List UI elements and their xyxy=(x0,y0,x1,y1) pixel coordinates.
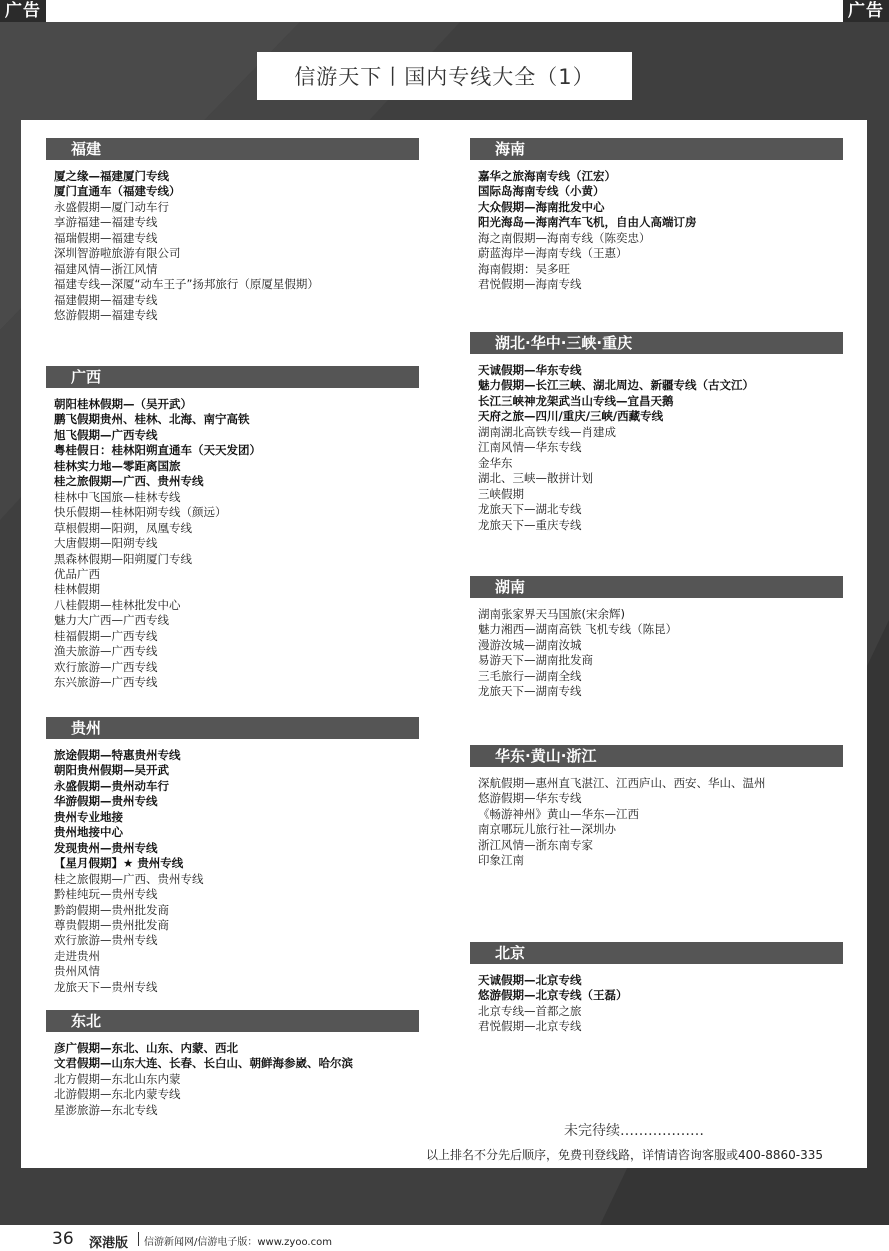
agency-item: 黔韵假期—贵州批发商 xyxy=(54,902,169,917)
agency-list xyxy=(54,748,419,995)
ad-label-right: 广告 xyxy=(843,0,889,22)
agency-item: 悠游假期—华东专线 xyxy=(478,791,582,806)
agency-item: 福瑞假期—福建专线 xyxy=(54,230,158,245)
agency-item: 朝阳桂林假期—（吴开武） xyxy=(54,397,192,411)
agency-item: 厦之缘—福建厦门专线 xyxy=(54,169,169,183)
agency-item: 旅途假期—特惠贵州专线 xyxy=(54,748,181,762)
agency-item: 福建专线—深厦“动车王子”扬邦旅行（原厦星假期） xyxy=(54,277,319,292)
agency-item: 尊贵假期—贵州批发商 xyxy=(54,917,169,932)
agency-item: 三毛旅行—湖南全线 xyxy=(478,668,582,683)
agency-item: 嘉华之旅海南专线（江宏） xyxy=(478,169,616,183)
agency-list xyxy=(54,1041,419,1118)
section-header: 贵州 xyxy=(46,717,419,739)
agency-item: 南京哪玩儿旅行社—深圳办 xyxy=(478,822,616,837)
agency-item: 黑森林假期—阳朔厦门专线 xyxy=(54,551,192,566)
agency-item: 彦广假期—东北、山东、内蒙、西北 xyxy=(54,1041,238,1055)
agency-list xyxy=(478,169,843,293)
top-white-strip xyxy=(0,0,889,22)
agency-item: 国际岛海南专线（小黄） xyxy=(478,184,605,199)
agency-item: 天府之旅—四川/重庆/三峡/西藏专线 xyxy=(478,409,664,424)
agency-item: 粤桂假日：桂林阳朔直通车（天天发团） xyxy=(54,443,261,458)
section-header: 北京 xyxy=(470,942,843,964)
section-guizhou xyxy=(46,717,419,995)
agency-item: 永盛假期—贵州动车行 xyxy=(54,778,169,793)
edition-label: 深港版 xyxy=(89,1236,129,1251)
agency-item: 享游福建—福建专线 xyxy=(54,215,158,230)
agency-item: 君悦假期—北京专线 xyxy=(478,1019,582,1034)
agency-list xyxy=(478,776,843,869)
section-header: 海南 xyxy=(470,138,843,160)
agency-item: 海南假期：吴多旺 xyxy=(478,261,570,276)
agency-item: 易游天下—湖南批发商 xyxy=(478,653,593,668)
agency-item: 《畅游神州》黄山—华东—江西 xyxy=(478,806,639,821)
page-number: 36 xyxy=(52,1229,74,1249)
agency-item: 朝阳贵州假期—吴开武 xyxy=(54,763,169,778)
agency-item: 长江三峡神龙架武当山专线—宜昌天鹅 xyxy=(478,393,674,408)
section-dongbei xyxy=(46,1010,419,1118)
agency-item: 湖北、三峡—散拼计划 xyxy=(478,471,593,486)
agency-item: 文君假期—山东大连、长春、长白山、朝鲜海参崴、哈尔滨 xyxy=(54,1056,353,1071)
ad-label-left: 广告 xyxy=(0,0,46,22)
agency-item: 桂林实力地—零距离国旅 xyxy=(54,458,181,473)
agency-item: 浙江风情—浙东南专家 xyxy=(478,837,593,852)
agency-item: 湖南张家界天马国旅(宋余辉) xyxy=(478,607,625,621)
agency-item: 君悦假期—海南专线 xyxy=(478,277,582,292)
agency-list xyxy=(54,397,419,691)
section-beijing xyxy=(470,942,843,1035)
agency-item: 魅力湘西—湖南高铁 飞机专线（陈昆） xyxy=(478,622,678,637)
agency-item: 深圳智游啦旅游有限公司 xyxy=(54,246,181,261)
agency-item: 渔夫旅游—广西专线 xyxy=(54,644,158,659)
agency-item: 海之南假期—海南专线（陈奕忠） xyxy=(478,230,651,245)
section-header: 湖南 xyxy=(470,576,843,598)
to-be-continued: 未完待续……………… xyxy=(564,1123,704,1139)
agency-item: 金华东 xyxy=(478,455,513,470)
agency-item: 快乐假期—桂林阳朔专线（颜远） xyxy=(54,505,227,520)
agency-item: 龙旅天下—湖北专线 xyxy=(478,502,582,517)
agency-item: 桂林中飞国旅—桂林专线 xyxy=(54,489,181,504)
agency-list xyxy=(54,169,419,324)
agency-item: 黔桂纯玩—贵州专线 xyxy=(54,887,158,902)
agency-item: 天诚假期—华东专线 xyxy=(478,363,582,377)
section-hunan xyxy=(470,576,843,700)
agency-item: 贵州地接中心 xyxy=(54,825,123,840)
section-header: 福建 xyxy=(46,138,419,160)
agency-item: 北京专线—首都之旅 xyxy=(478,1003,582,1018)
agency-item: 北游假期—东北内蒙专线 xyxy=(54,1087,181,1102)
listing-note: 以上排名不分先后顺序，免费刊登线路，详情请咨询客服或400-8860-335 xyxy=(426,1148,824,1162)
agency-item: 魅力假期—长江三峡、湖北周边、新疆专线（古文江） xyxy=(478,378,754,393)
agency-item: 三峡假期 xyxy=(478,486,524,501)
agency-item: 天诚假期—北京专线 xyxy=(478,973,582,987)
agency-item: 龙旅天下—湖南专线 xyxy=(478,684,582,699)
agency-item: 走进贵州 xyxy=(54,948,100,963)
agency-list xyxy=(478,363,843,533)
agency-item: 欢行旅游—广西专线 xyxy=(54,659,158,674)
agency-item: 八桂假期—桂林批发中心 xyxy=(54,597,181,612)
agency-item: 福建假期—福建专线 xyxy=(54,292,158,307)
agency-list xyxy=(478,607,843,700)
page-title: 信游天下丨国内专线大全（1） xyxy=(257,52,632,100)
listing-panel xyxy=(21,120,867,1168)
agency-item: 旭飞假期—广西专线 xyxy=(54,427,158,442)
agency-item: 江南风情—华东专线 xyxy=(478,440,582,455)
agency-item: 深航假期—惠州直飞湛江、江西庐山、西安、华山、温州 xyxy=(478,776,766,790)
page-footer xyxy=(0,1225,889,1250)
agency-item: 东兴旅游—广西专线 xyxy=(54,675,158,690)
agency-item: 蔚蓝海岸—海南专线（王惠） xyxy=(478,246,628,261)
agency-item: 发现贵州—贵州专线 xyxy=(54,840,158,855)
agency-item: 魅力大广西—广西专线 xyxy=(54,613,169,628)
section-hubei xyxy=(470,332,843,533)
section-hainan xyxy=(470,138,843,293)
agency-item: 永盛假期—厦门动车行 xyxy=(54,199,169,214)
agency-item: 北方假期—东北山东内蒙 xyxy=(54,1071,181,1086)
website-link[interactable]: 信游新闻网/信游电子版：www.zyoo.com xyxy=(144,1237,332,1248)
section-huadong xyxy=(470,745,843,869)
agency-list xyxy=(478,973,843,1035)
agency-item: 草根假期—阳朔，凤凰专线 xyxy=(54,520,192,535)
agency-item: 【星月假期】★ 贵州专线 xyxy=(54,856,184,871)
agency-item: 湖南湖北高铁专线—肖建成 xyxy=(478,424,616,439)
agency-item: 欢行旅游—贵州专线 xyxy=(54,933,158,948)
section-header: 华东·黄山·浙江 xyxy=(470,745,843,767)
agency-item: 华游假期—贵州专线 xyxy=(54,794,158,809)
agency-item: 大众假期—海南批发中心 xyxy=(478,199,605,214)
agency-item: 阳光海岛—海南汽车飞机，自由人高端订房 xyxy=(478,215,697,230)
agency-item: 桂之旅假期—广西、贵州专线 xyxy=(54,474,204,489)
agency-item: 星澎旅游—东北专线 xyxy=(54,1102,158,1117)
section-guangxi xyxy=(46,366,419,691)
section-header: 东北 xyxy=(46,1010,419,1032)
agency-item: 贵州风情 xyxy=(54,964,100,979)
footer-divider xyxy=(138,1232,139,1246)
section-header: 广西 xyxy=(46,366,419,388)
agency-item: 漫游汝城—湖南汝城 xyxy=(478,637,582,652)
agency-item: 龙旅天下—贵州专线 xyxy=(54,979,158,994)
section-header: 湖北·华中·三峡·重庆 xyxy=(470,332,843,354)
agency-item: 悠游假期—北京专线（王磊） xyxy=(478,988,628,1003)
agency-item: 厦门直通车（福建专线） xyxy=(54,184,181,199)
agency-item: 龙旅天下—重庆专线 xyxy=(478,517,582,532)
agency-item: 优品广西 xyxy=(54,566,100,581)
agency-item: 桂之旅假期—广西、贵州专线 xyxy=(54,871,204,886)
agency-item: 鹏飞假期贵州、桂林、北海、南宁高铁 xyxy=(54,412,250,427)
agency-item: 贵州专业地接 xyxy=(54,809,123,824)
agency-item: 印象江南 xyxy=(478,853,524,868)
agency-item: 桂福假期—广西专线 xyxy=(54,628,158,643)
agency-item: 大唐假期—阳朔专线 xyxy=(54,536,158,551)
agency-item: 福建风情—浙江风情 xyxy=(54,261,158,276)
agency-item: 悠游假期—福建专线 xyxy=(54,308,158,323)
agency-item: 桂林假期 xyxy=(54,582,100,597)
section-fujian xyxy=(46,138,419,324)
